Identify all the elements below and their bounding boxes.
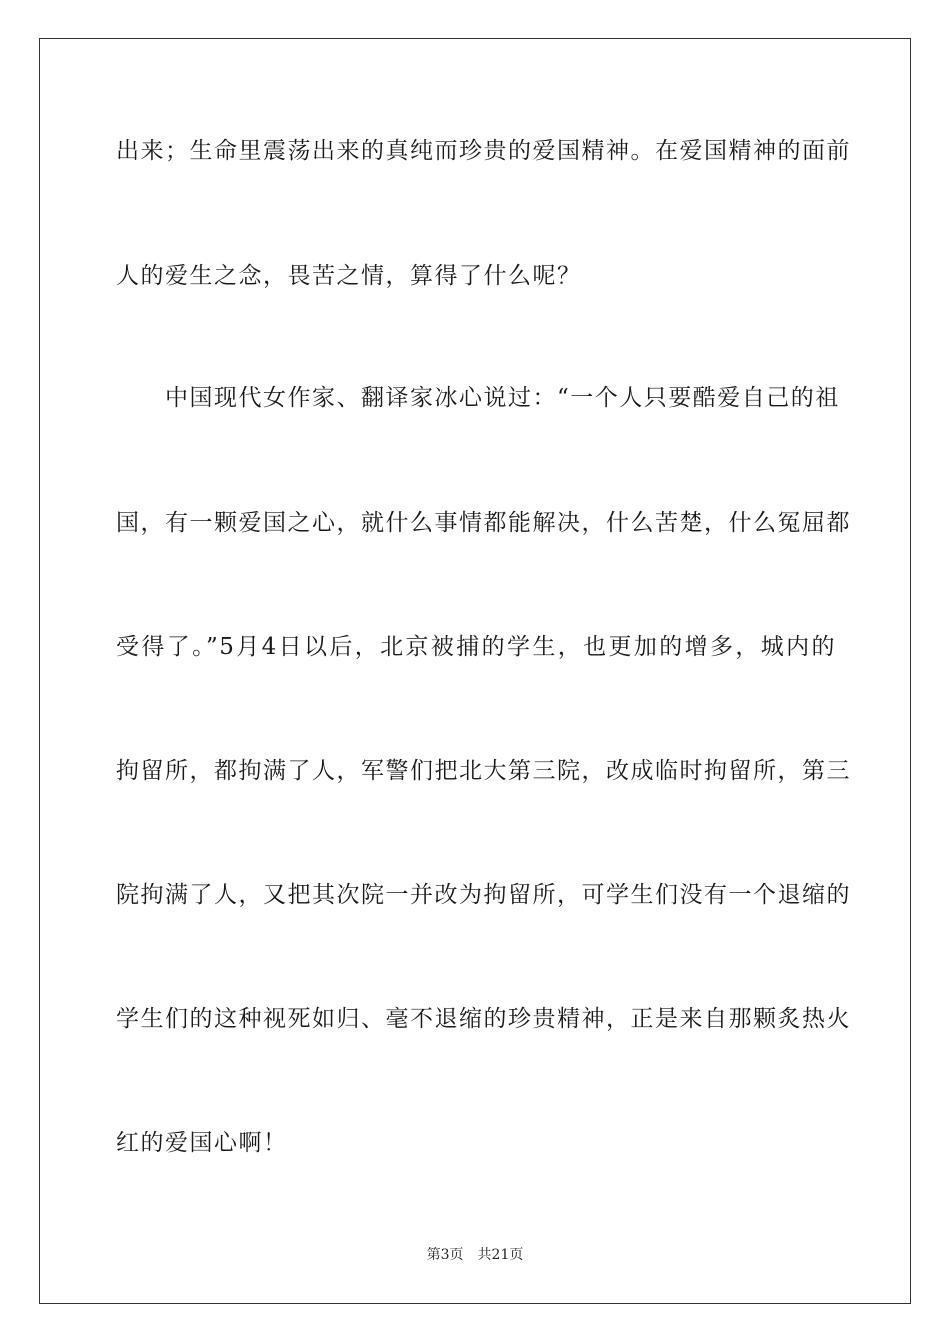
text-line: 中国现代女作家、翻译家冰心说过：“一个人只要酷爱自己的祖 [116,385,840,411]
text-line: 受得了。”5月4日以后，北京被捕的学生，也更加的增多，城内的 [116,634,836,660]
text-line: 院拘满了人，又把其次院一并改为拘留所，可学生们没有一个退缩的 [116,882,851,908]
text-line: 红的爱国心啊！ [116,1130,288,1156]
text-line: 人的爱生之念，畏苦之情，算得了什么呢？ [116,263,582,289]
text-line: 学生们的这种视死如归、毫不退缩的珍贵精神，正是来自那颗炙热火 [116,1006,851,1032]
text-line: 拘留所，都拘满了人，军警们把北大第三院，改成临时拘留所，第三 [116,758,851,784]
page-border [39,38,911,1304]
page-footer [0,1246,950,1264]
page-number: 第3页 [426,1247,464,1263]
text-line: 国，有一颗爱国之心，就什么事情都能解决，什么苦楚，什么冤屈都 [116,510,851,536]
page-total: 共21页 [477,1247,524,1263]
text-line: 出来；生命里震荡出来的真纯而珍贵的爱国精神。在爱国精神的面前 [116,138,851,164]
